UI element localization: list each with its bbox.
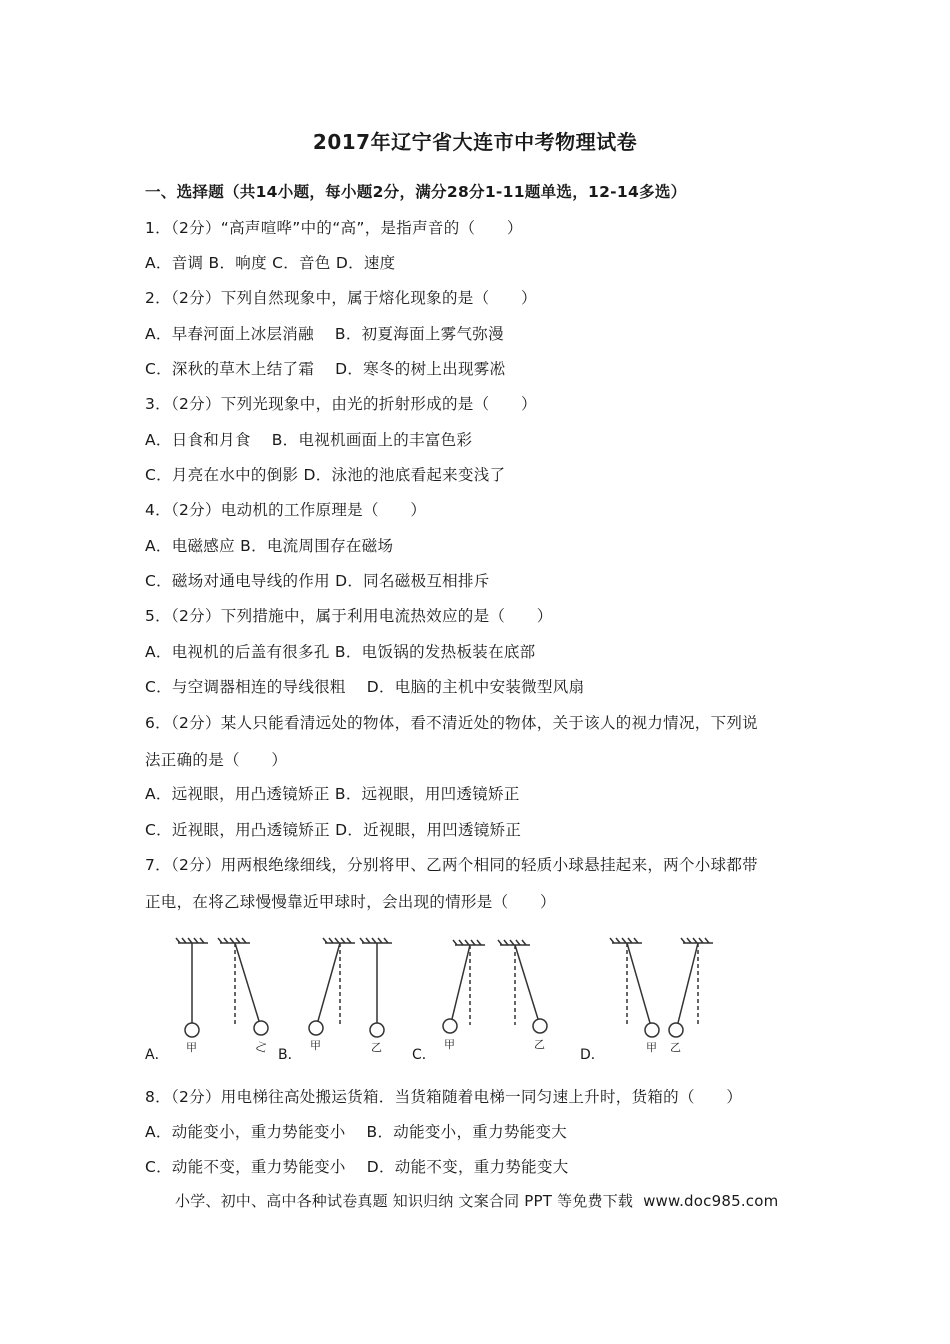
section-heading: 一、选择题（共14小题，每小题2分，满分28分1-11题单选，12-14多选） [145, 183, 687, 201]
q7-option-a-label: A． [145, 1047, 169, 1063]
option-d-diagram [610, 938, 713, 1037]
question-6-stem-line2: 法正确的是（ ） [145, 751, 288, 769]
question-6-options-cd: C．近视眼，用凸透镜矫正 D．近视眼，用凹透镜矫正 [145, 821, 522, 839]
q7-option-c-label: C． [412, 1047, 436, 1063]
option-a-diagram [176, 938, 268, 1037]
question-8-stem: 8．（2分）用电梯往高处搬运货箱．当货箱随着电梯一同匀速上升时，货箱的（ ） [145, 1088, 743, 1106]
question-5-stem: 5．（2分）下列措施中，属于利用电流热效应的是（ ） [145, 607, 553, 625]
ball-jia-label-a: 甲 [186, 1041, 197, 1054]
ball-jia-label-d: 甲 [646, 1041, 657, 1054]
question-5-options-cd: C．与空调器相连的导线很粗 D．电脑的主机中安装微型风扇 [145, 678, 585, 696]
page-title: 2017年辽宁省大连市中考物理试卷 [312, 130, 638, 154]
question-8-options-cd: C．动能不变，重力势能变小 D．动能不变，重力势能变大 [145, 1158, 569, 1176]
question-2-options-ab: A．早春河面上冰层消融 B．初夏海面上雾气弥漫 [145, 325, 504, 343]
question-7-stem-line1: 7．（2分）用两根绝缘细线，分别将甲、乙两个相同的轻质小球悬挂起来，两个小球都带 [145, 856, 758, 874]
question-2-options-cd: C．深秋的草木上结了霜 D．寒冬的树上出现雾凇 [145, 360, 506, 378]
question-1-options: A．音调 B．响度 C．音色 D．速度 [145, 254, 396, 272]
ball-jia-label-c: 甲 [444, 1038, 455, 1051]
question-7-figure [140, 935, 740, 1065]
question-6-stem-line1: 6．（2分）某人只能看清远处的物体，看不清近处的物体，关于该人的视力情况，下列说 [145, 714, 758, 732]
ball-jia-label-b: 甲 [310, 1039, 321, 1052]
ball-yi-label-b: 乙 [371, 1041, 382, 1054]
question-4-stem: 4．（2分）电动机的工作原理是（ ） [145, 501, 427, 519]
ball-yi-label-d: 乙 [670, 1041, 681, 1054]
question-4-options-ab: A．电磁感应 B．电流周围存在磁场 [145, 537, 394, 555]
page-footer: 小学、初中、高中各种试卷真题 知识归纳 文案合同 PPT 等免费下载 www.doc985.com [175, 1192, 779, 1210]
option-b-diagram [309, 938, 392, 1037]
question-4-options-cd: C．磁场对通电导线的作用 D．同名磁极互相排斥 [145, 572, 490, 590]
question-1-stem: 1．（2分）“高声喧哗”中的“高”，是指声音的（ ） [145, 219, 523, 237]
question-8-options-ab: A．动能变小，重力势能变小 B．动能变小，重力势能变大 [145, 1123, 568, 1141]
ball-yi-label-c: 乙 [534, 1038, 545, 1051]
question-6-options-ab: A．远视眼，用凸透镜矫正 B．远视眼，用凹透镜矫正 [145, 785, 520, 803]
question-3-stem: 3．（2分）下列光现象中，由光的折射形成的是（ ） [145, 395, 537, 413]
question-5-options-ab: A．电视机的后盖有很多孔 B．电饭锅的发热板装在底部 [145, 643, 536, 661]
pendulum-diagram [140, 935, 740, 1065]
q7-option-b-label: B． [278, 1047, 302, 1063]
ball-yi-label-a: 乙 [253, 1039, 269, 1056]
question-3-options-cd: C．月亮在水中的倒影 D．泳池的池底看起来变浅了 [145, 466, 506, 484]
option-c-diagram [443, 940, 547, 1033]
q7-option-d-label: D． [580, 1047, 605, 1063]
question-2-stem: 2．（2分）下列自然现象中，属于熔化现象的是（ ） [145, 289, 537, 307]
question-7-stem-line2: 正电，在将乙球慢慢靠近甲球时，会出现的情形是（ ） [145, 893, 556, 911]
question-3-options-ab: A．日食和月食 B．电视机画面上的丰富色彩 [145, 431, 473, 449]
